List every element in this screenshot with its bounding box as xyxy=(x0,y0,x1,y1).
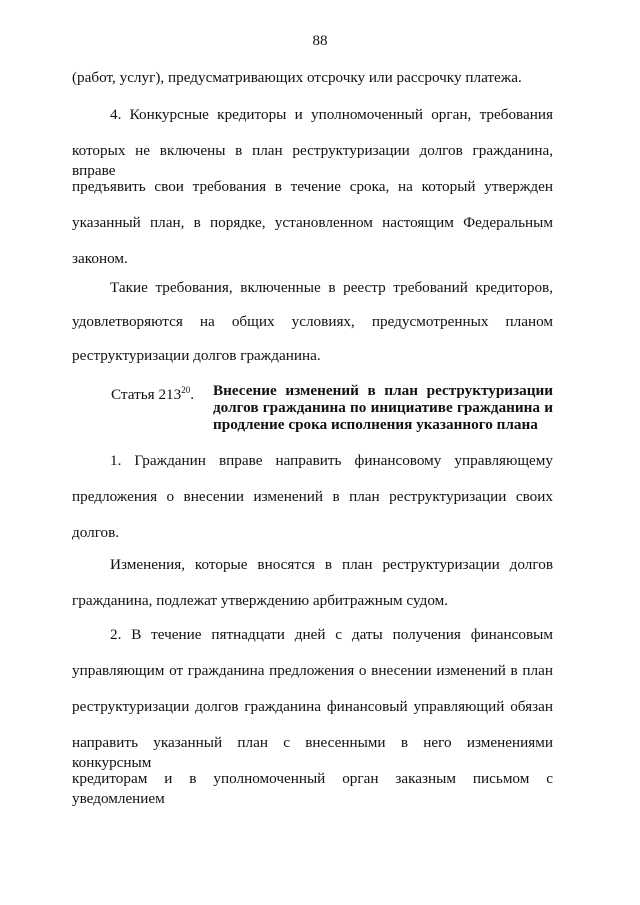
paragraph-line: направить указанный план с внесенными в него изменениями конкурсным xyxy=(72,734,553,771)
article-title-line: долгов гражданина по инициативе гражданина и xyxy=(213,399,553,416)
paragraph-line: 4. Конкурсные кредиторы и уполномоченный орган, требования xyxy=(110,106,553,123)
paragraph-line: законом. xyxy=(72,250,128,267)
paragraph-line: 1. Гражданин вправе направить финансовому управляющему xyxy=(110,452,553,469)
paragraph-line: которых не включены в план реструктуризации долгов гражданина, вправе xyxy=(72,142,553,179)
article-title-line: продление срока исполнения указанного плана xyxy=(213,416,538,433)
paragraph-line: 2. В течение пятнадцати дней с даты получения финансовым xyxy=(110,626,553,643)
paragraph-line: Такие требования, включенные в реестр требований кредиторов, xyxy=(110,279,553,296)
article-label xyxy=(111,382,194,403)
paragraph-line: (работ, услуг), предусматривающих отсрочку или рассрочку платежа. xyxy=(72,69,522,86)
article-label-suffix: . xyxy=(190,386,195,403)
article-superscript: 20 xyxy=(181,385,191,395)
paragraph-line: удовлетворяются на общих условиях, предусмотренных планом xyxy=(72,313,553,330)
paragraph-line: долгов. xyxy=(72,524,120,541)
article-label-text: Статья 213 xyxy=(111,386,182,403)
paragraph-item-1 xyxy=(72,451,553,543)
article-title-line: Внесение изменений в план реструктуризации xyxy=(213,382,553,399)
article-title xyxy=(213,382,553,433)
paragraph-line: Изменения, которые вносятся в план реструктуризации долгов xyxy=(110,556,553,573)
paragraph-line: кредиторам и в уполномоченный орган заказным письмом с уведомлением xyxy=(72,770,553,807)
paragraph-such-claims xyxy=(72,278,553,366)
paragraph-line: гражданина, подлежат утверждению арбитражным судом. xyxy=(72,592,449,609)
page-number: 88 xyxy=(312,33,328,49)
paragraph-item-4 xyxy=(72,105,553,269)
paragraph-line: предложения о внесении изменений в план реструктуризации своих xyxy=(72,488,553,505)
paragraph-continuation xyxy=(72,68,553,88)
paragraph-line: управляющим от гражданина предложения о внесении изменений в план xyxy=(72,662,553,679)
paragraph-changes xyxy=(72,555,553,611)
paragraph-line: реструктуризации долгов гражданина. xyxy=(72,347,321,364)
paragraph-line: реструктуризации долгов гражданина финансовый управляющий обязан xyxy=(72,698,553,715)
paragraph-item-2 xyxy=(72,625,553,807)
paragraph-line: предъявить свои требования в течение срока, на который утвержден xyxy=(72,178,553,195)
paragraph-line: указанный план, в порядке, установленном настоящим Федеральным xyxy=(72,214,553,231)
